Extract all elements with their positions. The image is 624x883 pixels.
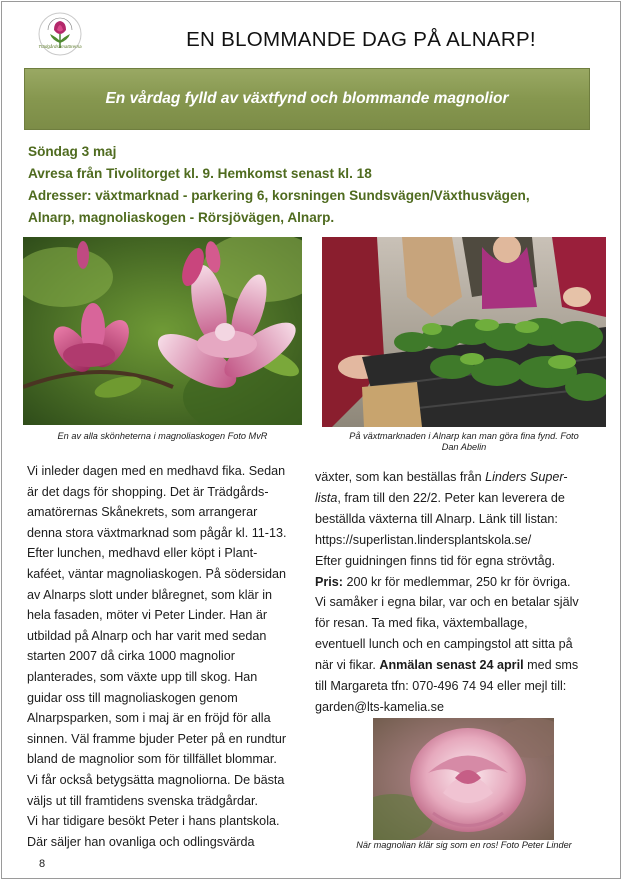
superlist-link[interactable]: https://superlistan.lindersplantskola.se/ <box>315 532 532 547</box>
price-text: 200 kr för medlemmar, 250 kr för övriga. <box>343 574 571 589</box>
registration-deadline: Anmälan senast 24 april <box>379 658 524 673</box>
text-line: för resan. Ta med fika, växtemballage, <box>315 616 528 631</box>
price-line <box>315 572 615 593</box>
text-line <box>315 467 615 488</box>
text-line: guidar oss till magnoliaskogen genom <box>27 690 238 705</box>
text-line: Där säljer han ovanliga och odlingsvärda <box>27 834 255 849</box>
text-span: växter, som kan beställas från <box>315 470 486 484</box>
rose-caption: När magnolian klär sig som en ros! Foto Peter Linder <box>356 840 572 850</box>
magnolia-photo <box>23 237 302 425</box>
superlist-name-end: lista <box>315 490 338 505</box>
contact-email[interactable]: garden@lts-kamelia.se <box>315 699 444 714</box>
text-line: till Margareta tfn: 070-496 74 94 eller mejl till: <box>315 679 567 694</box>
text-line: Alnarpsparken, som i maj är en fröjd för alla <box>27 711 271 726</box>
event-date: Söndag 3 maj <box>28 144 117 159</box>
event-info <box>28 141 603 229</box>
club-logo <box>32 10 88 60</box>
text-line: starten 2007 då cirka 1000 magnolior <box>27 649 235 664</box>
text-line: Efter guidningen finns tid för egna strövtåg. <box>315 553 556 568</box>
text-span: , fram till den 22/2. Peter kan leverera de <box>337 490 565 505</box>
logo-text: Trädgårdsamatörerna <box>38 44 82 49</box>
plant-market-photo <box>322 237 606 427</box>
page <box>1 1 621 879</box>
market-caption-line-1: På växtmarknaden i Alnarp kan man göra fina fynd. Foto <box>349 431 579 441</box>
text-line: kaféet, väntar magnoliaskogen. På södersidan <box>27 566 287 581</box>
text-line: Vi samåker i egna bilar, var och en betalar själv <box>315 595 579 610</box>
text-line: är det dags för shopping. Det är Trädgårds- <box>27 484 269 499</box>
text-line <box>315 488 615 509</box>
text-line: Vi får också betygsätta magnoliorna. De bästa <box>27 772 285 787</box>
logo-emblem-icon <box>32 10 88 60</box>
text-line: planterades, som växte upp till skog. Han <box>27 669 258 684</box>
text-line: Efter lunchen, medhavd eller köpt i Plant- <box>27 546 258 561</box>
event-address-line-2: Alnarp, magnoliaskogen - Rörsjövägen, Alnarp. <box>28 210 335 225</box>
text-line: av Alnarps slott under blåregnet, som klär in <box>27 587 273 602</box>
text-line: utbildad på Alnarp och har varit med sedan <box>27 628 267 643</box>
price-label: Pris: <box>315 574 343 589</box>
article-left-column <box>27 461 312 852</box>
text-span: när vi fikar. <box>315 658 380 673</box>
magnolia-rose-photo <box>373 718 554 840</box>
registration-line <box>315 655 615 676</box>
text-line: väljs ut till framtidens svenska trädgårdar. <box>27 793 258 808</box>
market-caption-line-2: Dan Abelin <box>441 442 487 452</box>
subtitle-banner <box>24 68 590 130</box>
event-address-line-1: Adresser: växtmarknad - parkering 6, korsningen Sundsvägen/Växthusvägen, <box>28 188 530 203</box>
article-right-column <box>315 467 615 718</box>
text-line: eventuell lunch och en campingstol att sitta på <box>315 637 573 652</box>
banner-subtitle: En vårdag fylld av växtfynd och blommande magnolior <box>105 90 509 107</box>
page-number: 8 <box>39 858 46 870</box>
text-line: denna stora växtmarknad som pågår kl. 11-13. <box>27 525 287 540</box>
magnolia-caption: En av alla skönheterna i magnoliaskogen Foto MvR <box>57 431 268 441</box>
text-line: amatörernas Skånekrets, som arrangerar <box>27 505 258 520</box>
page-title: EN BLOMMANDE DAG PÅ ALNARP! <box>186 28 536 51</box>
text-line: Vi inleder dagen med en medhavd fika. Sedan <box>27 464 286 478</box>
text-line: hela fasaden, möter vi Peter Linder. Han är <box>27 608 268 623</box>
text-line: sinnen. Väl framme bjuder Peter på en rundtur <box>27 731 287 746</box>
text-line: Vi har tidigare besökt Peter i hans plantskola. <box>27 814 280 829</box>
text-span: med sms <box>523 658 579 673</box>
superlist-name: Linders Super- <box>485 470 568 484</box>
event-times: Avresa från Tivolitorget kl. 9. Hemkomst senast kl. 18 <box>28 166 372 181</box>
text-line: bland de magnolior som för tillfället blommar. <box>27 752 277 767</box>
text-line: beställda växterna till Alnarp. Länk till listan: <box>315 511 558 526</box>
